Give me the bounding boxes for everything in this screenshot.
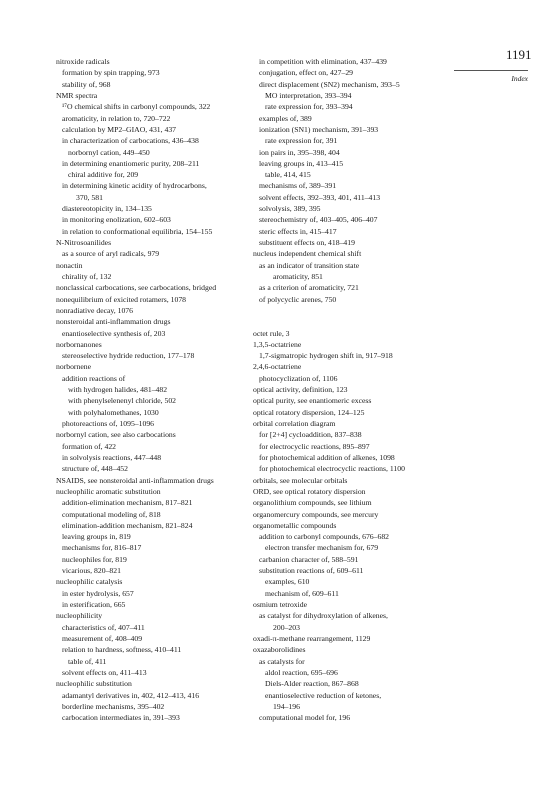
index-sub-entry: addition reactions of <box>62 373 126 383</box>
index-sub-entry: addition to carbonyl compounds, 676–682 <box>259 532 390 542</box>
index-sub-entry: with phenylselenenyl chloride, 502 <box>68 396 177 406</box>
index-main-entry: orbital correlation diagram <box>253 419 336 428</box>
index-sub-entry: 194–196 <box>273 701 300 711</box>
index-sub-entry: electron transfer mechanism for, 679 <box>265 543 379 553</box>
index-sub-entry: chiral additive for, 209 <box>68 170 139 180</box>
index-sub-entry: in relation to conformational equilibria, 154–155 <box>62 226 213 236</box>
index-sub-entry: in ester hydrolysis, 657 <box>62 588 134 598</box>
page-number: 1191 <box>506 47 532 62</box>
section-label: Index <box>511 74 528 83</box>
index-sub-entry: aldol reaction, 695–696 <box>265 667 338 677</box>
index-main-entry: nonclassical carbocations, see carbocations, bridged <box>56 283 217 293</box>
index-sub-entry: vicarious, 820–821 <box>62 566 121 576</box>
index-main-entry: nucleophilic catalysis <box>56 577 123 587</box>
index-sub-entry: 1,7-sigmatropic hydrogen shift in, 917–918 <box>259 351 393 361</box>
index-main-entry: norbornanones <box>56 339 102 349</box>
index-sub-entry: computational model for, 196 <box>259 713 351 723</box>
index-sub-entry: chirality of, 132 <box>62 271 112 281</box>
index-sub-entry: stereochemistry of, 403–405, 406–407 <box>259 215 378 225</box>
index-sub-entry: table of, 411 <box>68 656 107 666</box>
index-sub-entry: aromaticity, 851 <box>273 271 323 281</box>
index-sub-entry: ¹⁷O chemical shifts in carbonyl compounds, 322 <box>62 102 211 112</box>
index-main-entry: optical rotatory dispersion, 124–125 <box>253 407 365 417</box>
index-main-entry: nitroxide radicals <box>56 57 110 66</box>
index-sub-entry: substitution reactions of, 609–611 <box>259 566 364 576</box>
index-sub-entry: conjugation, effect on, 427–29 <box>259 68 354 78</box>
index-sub-entry: addition-elimination mechanism, 817–821 <box>62 498 193 508</box>
index-sub-entry: computational modeling of, 818 <box>62 509 161 519</box>
index-sub-entry: in characterization of carbocations, 436–438 <box>62 136 199 146</box>
index-sub-entry: stability of, 968 <box>62 79 111 89</box>
index-main-entry: 2,4,6-octatriene <box>253 362 302 372</box>
index-sub-entry: relation to hardness, softness, 410–411 <box>62 645 182 655</box>
index-main-entry: organometallic compounds <box>253 520 337 530</box>
index-sub-entry: substituent effects on, 418–419 <box>259 238 355 247</box>
index-main-entry: organolithium compounds, see lithium <box>253 498 372 508</box>
index-sub-entry: ionization (SN1) mechanism, 391–393 <box>259 124 379 134</box>
index-sub-entry: direct displacement (SN2) mechanism, 393–5 <box>259 79 400 89</box>
index-sub-entry: as an indicator of transition state <box>259 260 360 270</box>
index-sub-entry: as a source of aryl radicals, 979 <box>62 249 160 259</box>
index-main-entry: nonequilibrium of exicited rotamers, 1078 <box>56 294 187 304</box>
index-column-right <box>253 56 453 723</box>
index-column-left <box>56 56 256 723</box>
index-sub-entry: formation of, 422 <box>62 441 117 451</box>
index-sub-entry: stereoselective hydride reduction, 177–178 <box>62 351 195 361</box>
index-main-entry: NSAIDS, see nonsteroidal anti-inflammation drugs <box>56 475 214 485</box>
index-main-entry: nucleus independent chemical shift <box>253 249 362 259</box>
index-main-entry: nonradiative decay, 1076 <box>56 305 133 315</box>
index-sub-entry: mechanisms for, 816–817 <box>62 543 142 553</box>
index-main-entry: oxadi-π-methane rearrangement, 1129 <box>253 633 371 643</box>
index-main-entry: nonsteroidal anti-inflammation drugs <box>56 317 171 327</box>
index-sub-entry: leaving groups in, 819 <box>62 532 131 542</box>
index-sub-entry: in esterification, 665 <box>62 600 126 609</box>
index-sub-entry: 200–203 <box>273 622 300 632</box>
header-rule <box>454 70 528 71</box>
index-sub-entry: rate expression for, 391 <box>265 136 338 146</box>
index-main-entry: nonactin <box>56 260 83 270</box>
index-main-entry: N-Nitrosoanilides <box>56 238 112 247</box>
index-sub-entry: norbornyl cation, 449–450 <box>68 147 150 157</box>
index-sub-entry: for photochemical electrocyclic reactions, 1100 <box>259 464 405 474</box>
index-sub-entry: as a criterion of aromaticity, 721 <box>259 283 359 293</box>
index-sub-entry: with polyhalomethanes, 1030 <box>68 407 159 417</box>
index-sub-entry: steric effects in, 415–417 <box>259 226 337 236</box>
index-sub-entry: solvolysis, 389, 395 <box>259 204 321 214</box>
index-main-entry: norbornene <box>56 362 92 372</box>
index-sub-entry: diastereotopicity in, 134–135 <box>62 204 152 214</box>
index-sub-entry: formation by spin trapping, 973 <box>62 68 160 78</box>
index-sub-entry: mechanism of, 609–611 <box>265 588 339 598</box>
index-main-entry: ORD, see optical rotatory dispersion <box>253 486 366 496</box>
index-sub-entry: 370, 581 <box>76 192 103 202</box>
index-sub-entry: examples, 610 <box>265 577 310 587</box>
index-main-entry: oxazaborolidines <box>253 645 306 655</box>
index-sub-entry: enantioselective reduction of ketones, <box>265 690 382 700</box>
index-sub-entry: measurement of, 408–409 <box>62 633 143 643</box>
index-sub-entry: as catalysts for <box>259 656 305 666</box>
index-sub-entry: characteristics of, 407–411 <box>62 622 145 632</box>
index-sub-entry: mechanisms of, 389–391 <box>259 181 337 191</box>
index-main-entry: norbornyl cation, see also carbocations <box>56 430 176 440</box>
index-sub-entry: Diels-Alder reaction, 867–868 <box>265 679 359 689</box>
index-main-entry: NMR spectra <box>56 90 98 100</box>
index-main-entry: osmium tetroxide <box>253 600 308 609</box>
index-sub-entry: structure of, 448–452 <box>62 464 128 474</box>
index-main-entry: optical purity, see enantiomeric excess <box>253 396 372 406</box>
index-main-entry: organomercury compounds, see mercury <box>253 509 379 519</box>
index-sub-entry: with hydrogen halides, 481–482 <box>68 385 168 395</box>
index-sub-entry: as catalyst for dihydroxylation of alkenes, <box>259 611 388 621</box>
index-sub-entry: nucleophiles for, 819 <box>62 554 127 564</box>
index-sub-entry: of polycyclic arenes, 750 <box>259 294 337 304</box>
index-sub-entry: photoreactions of, 1095–1096 <box>62 419 155 428</box>
index-sub-entry: in determining kinetic acidity of hydrocarbons, <box>62 181 207 191</box>
index-sub-entry: rate expression for, 393–394 <box>265 102 353 112</box>
index-sub-entry: leaving groups in, 413–415 <box>259 158 344 168</box>
index-sub-entry: in competition with elimination, 437–439 <box>259 57 387 66</box>
index-main-entry: 1,3,5-octatriene <box>253 339 302 349</box>
index-sub-entry: MO interpretation, 393–394 <box>265 90 352 100</box>
letter-gap <box>253 305 453 316</box>
index-sub-entry: examples of, 389 <box>259 113 312 123</box>
index-sub-entry: elimination-addition mechanism, 821–824 <box>62 520 193 530</box>
index-sub-entry: for electrocyclic reactions, 895–897 <box>259 441 370 451</box>
index-sub-entry: table, 414, 415 <box>265 170 311 180</box>
index-sub-entry: borderline mechanisms, 395–402 <box>62 701 165 711</box>
index-sub-entry: in solvolysis reactions, 447–448 <box>62 452 162 462</box>
index-sub-entry: solvent effects, 392–393, 401, 411–413 <box>259 192 381 202</box>
index-sub-entry: carbanion character of, 588–591 <box>259 554 359 564</box>
index-sub-entry: solvent effects on, 411–413 <box>62 667 147 677</box>
index-sub-entry: enantioselective synthesis of, 203 <box>62 328 166 338</box>
index-sub-entry: carbocation intermediates in, 391–393 <box>62 713 180 723</box>
index-sub-entry: aromaticity, in relation to, 720–722 <box>62 113 171 123</box>
index-main-entry: nucleophilicity <box>56 611 103 621</box>
index-main-entry: octet rule, 3 <box>253 328 290 338</box>
index-main-entry: nucleophilic substitution <box>56 679 132 689</box>
index-main-entry: orbitals, see molecular orbitals <box>253 475 348 485</box>
index-sub-entry: calculation by MP2–GIAO, 431, 437 <box>62 124 177 134</box>
index-sub-entry: ion pairs in, 395–398, 404 <box>259 147 340 157</box>
index-sub-entry: for [2+4] cycloaddition, 837–838 <box>259 430 362 440</box>
index-main-entry: nucleophilic aromatic substitution <box>56 486 161 496</box>
index-sub-entry: in monitoring enolization, 602–603 <box>62 215 171 225</box>
index-sub-entry: in determining enantiomeric purity, 208–211 <box>62 158 200 168</box>
letter-gap <box>253 316 453 327</box>
index-sub-entry: photocyclization of, 1106 <box>259 373 338 383</box>
index-sub-entry: for photochemical addition of alkenes, 1098 <box>259 452 395 462</box>
index-main-entry: optical activity, definition, 123 <box>253 385 348 395</box>
index-sub-entry: adamantyl derivatives in, 402, 412–413, 416 <box>62 690 200 700</box>
